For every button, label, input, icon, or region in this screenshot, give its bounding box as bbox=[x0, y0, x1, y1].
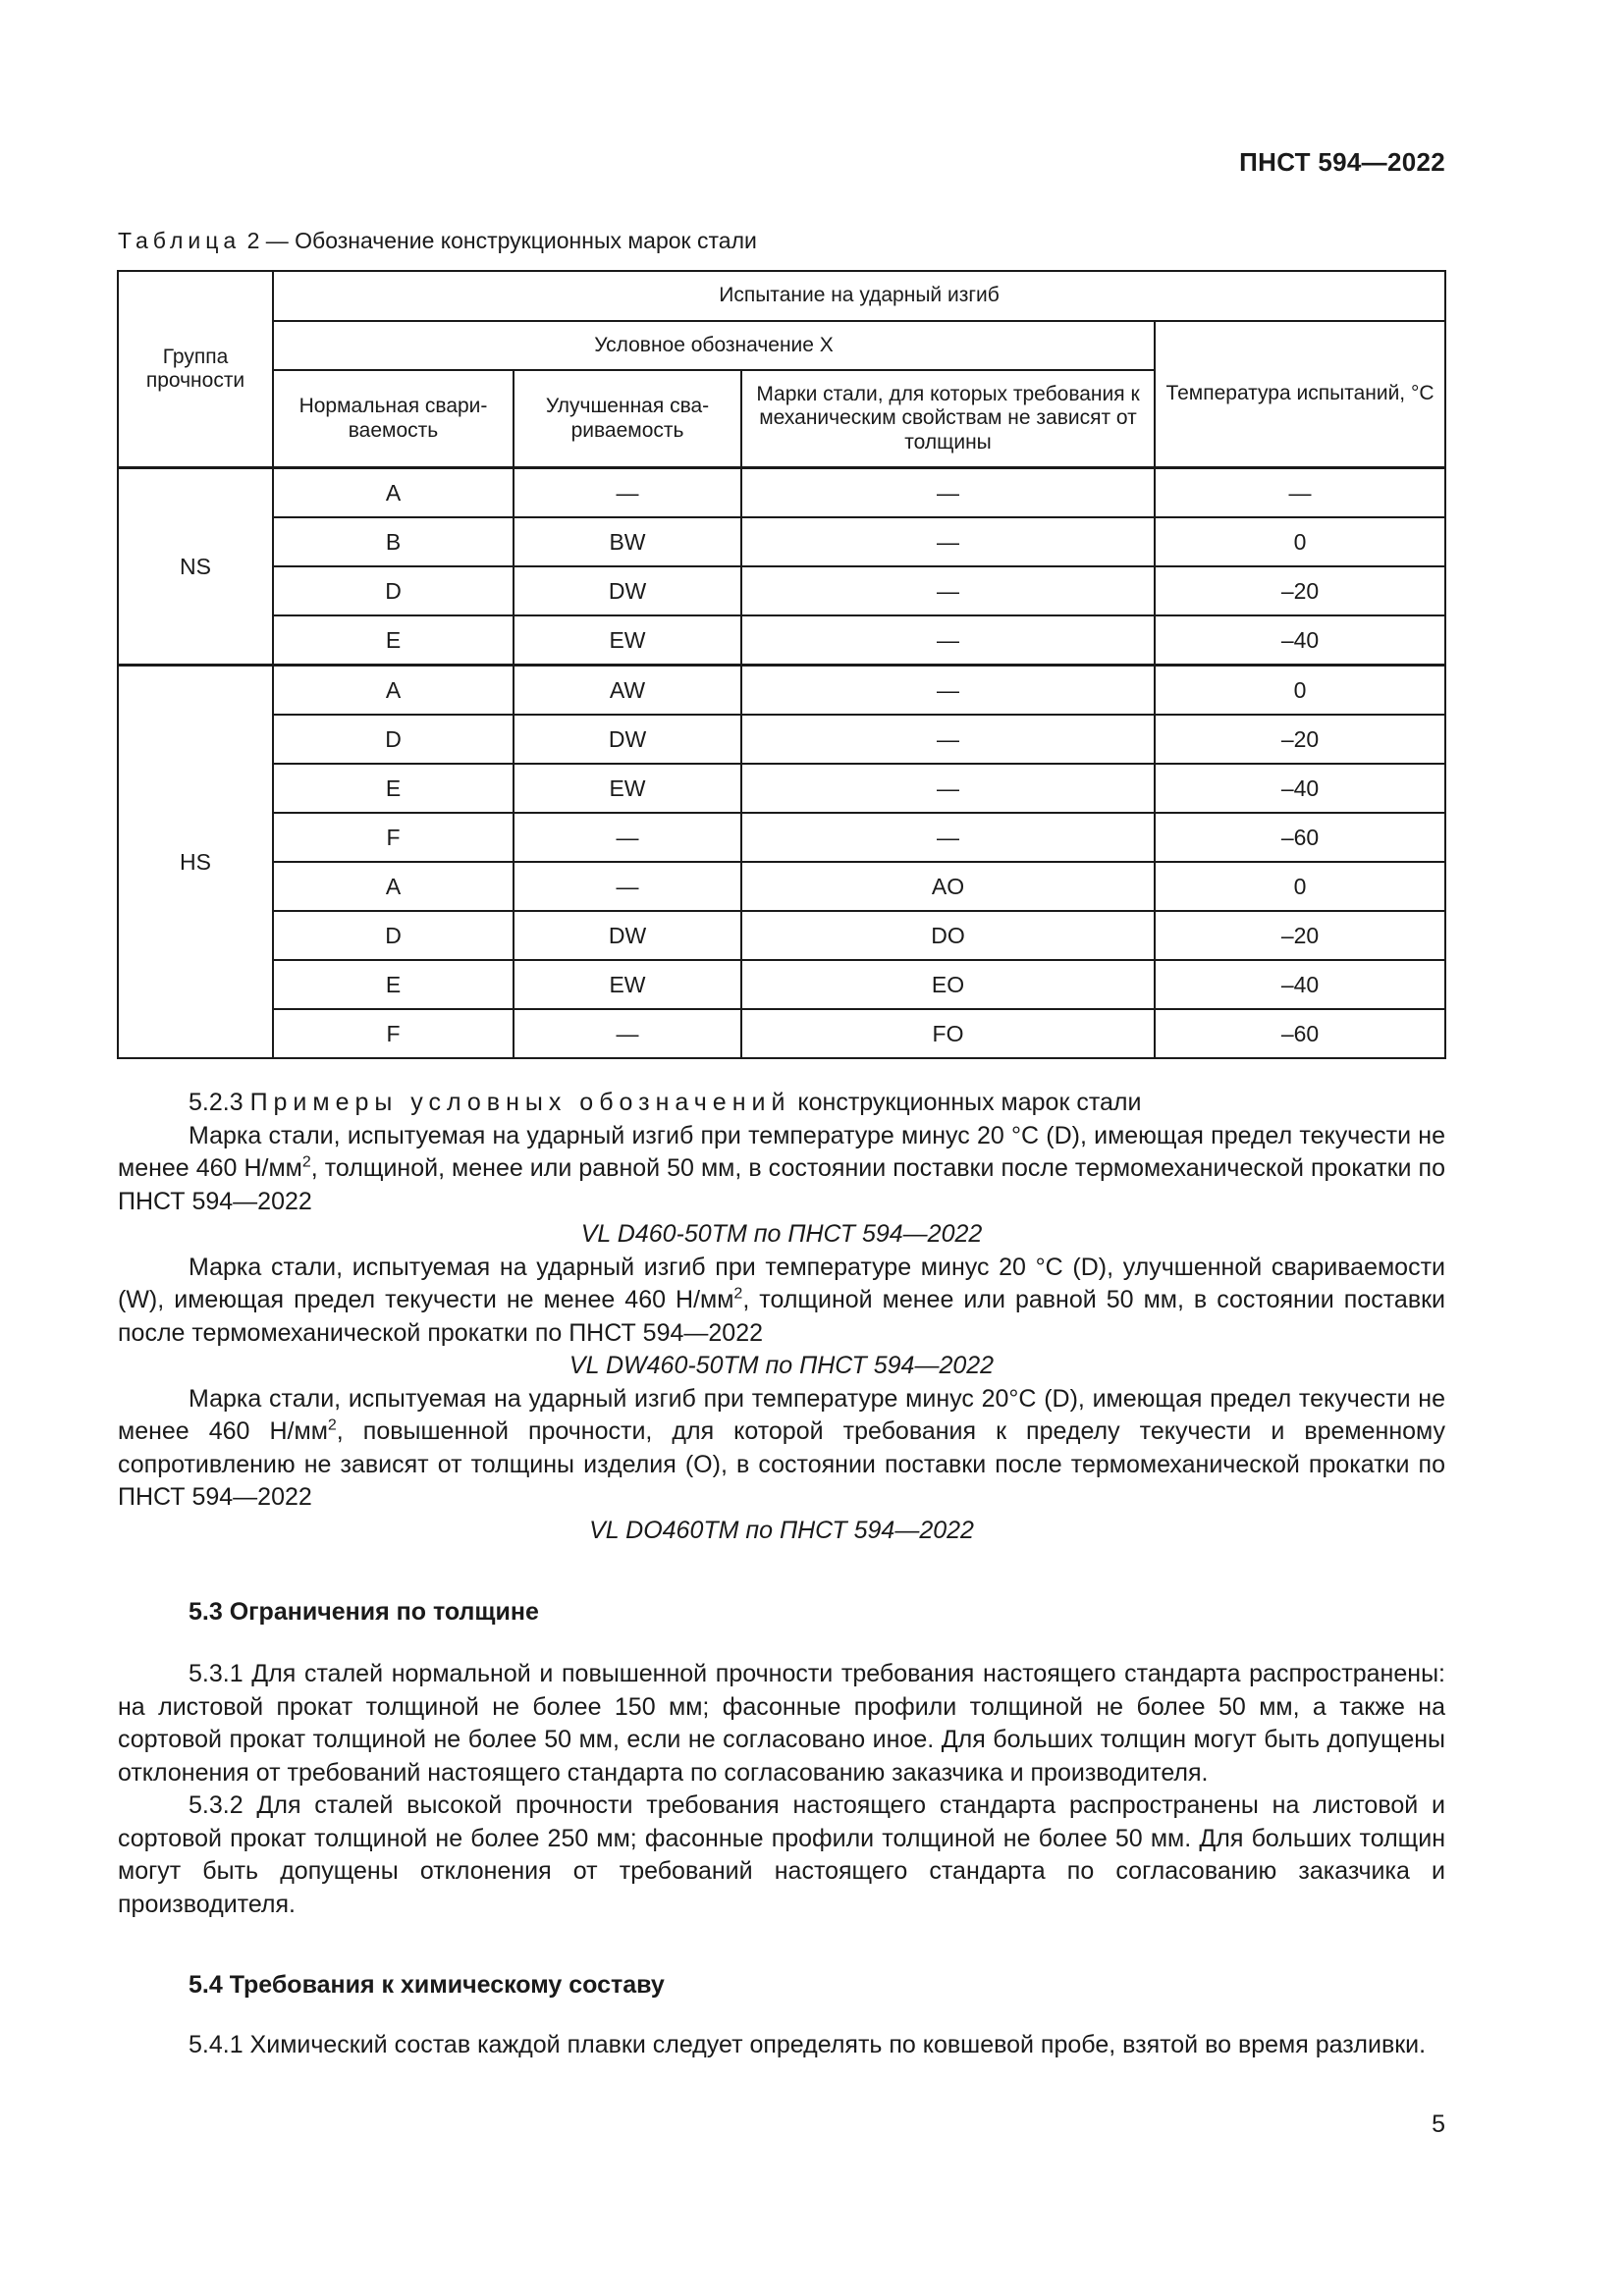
table-row bbox=[118, 468, 1445, 518]
table-cell: –20 bbox=[1155, 566, 1445, 615]
example-3-part-b: , повышенной прочности, для которой требования к пределу текучести и временному сопротивлению не зависят от толщины изделия (O), в состоянии поставки после термомеханической прокатки по ПНСТ 594—2022 bbox=[118, 1417, 1446, 1511]
table-cell: — bbox=[741, 468, 1155, 518]
table-cell: BW bbox=[514, 517, 741, 566]
document-code: ПНСТ 594—2022 bbox=[1239, 147, 1445, 177]
table-caption-text: 2 — Обозначение конструкционных марок стали bbox=[246, 228, 757, 253]
example-2-text bbox=[118, 1252, 1445, 1351]
paragraph-5-2-3-heading bbox=[118, 1087, 1445, 1120]
group-cell: HS bbox=[118, 666, 273, 1059]
table-cell: –40 bbox=[1155, 764, 1445, 813]
table-cell: –40 bbox=[1155, 960, 1445, 1009]
example-2-part-a: Марка стали, испытуемая на ударный изгиб при температуре минус 20 °С (D), улучшенной свариваемости (W), имеющая предел текучести не менее 460 Н/мм bbox=[118, 1253, 1445, 1313]
heading-5-3: 5.3 Ограничения по толщине bbox=[189, 1598, 539, 1626]
table-cell: 0 bbox=[1155, 666, 1445, 716]
table-cell: EW bbox=[514, 960, 741, 1009]
heading-5-4: 5.4 Требования к химическому составу bbox=[189, 1971, 665, 1999]
table-cell: EO bbox=[741, 960, 1155, 1009]
table-cell: AW bbox=[514, 666, 741, 716]
example-3-part-a: Марка стали, испытуемая на ударный изгиб при температуре минус 20°С (D), имеющая предел текучести не менее 460 Н/мм bbox=[118, 1384, 1445, 1445]
section-5-2-3 bbox=[118, 1087, 1445, 1547]
example-1-code: VL D460-50TM по ПНСТ 594—2022 bbox=[580, 1220, 983, 1248]
table-caption-prefix: Таблица bbox=[118, 228, 242, 253]
table-cell: — bbox=[514, 813, 741, 862]
table-row bbox=[118, 615, 1445, 666]
header-thickness-independent: Марки стали, для которых требования к механическим свойствам не зависят от толщины bbox=[741, 370, 1155, 468]
header-normal-weld: Нормальная свариваемость bbox=[273, 370, 514, 468]
spaced-title: Примеры условных обозначений bbox=[249, 1089, 791, 1116]
table-cell: –60 bbox=[1155, 1009, 1445, 1058]
table-row bbox=[118, 862, 1445, 911]
table-cell: AO bbox=[741, 862, 1155, 911]
example-2-part-b: , толщиной менее или равной 50 мм, в состоянии поставки после термомеханической прокатки по ПНСТ 594—2022 bbox=[118, 1286, 1446, 1347]
table-cell: D bbox=[273, 566, 514, 615]
table-cell: — bbox=[741, 813, 1155, 862]
section-number: 5.2.3 bbox=[189, 1089, 244, 1116]
table-cell: D bbox=[273, 911, 514, 960]
example-1-part-a: Марка стали, испытуемая на ударный изгиб при температуре минус 20 °С (D), имеющая предел текучести не менее 460 Н/мм bbox=[118, 1121, 1445, 1182]
table-cell: 0 bbox=[1155, 517, 1445, 566]
table-cell: –20 bbox=[1155, 911, 1445, 960]
table-cell: A bbox=[273, 468, 514, 518]
page-number: 5 bbox=[1432, 2110, 1445, 2138]
example-3-code: VL DO460TM по ПНСТ 594—2022 bbox=[589, 1516, 974, 1544]
example-1-superscript: 2 bbox=[301, 1153, 311, 1171]
table-cell: — bbox=[741, 764, 1155, 813]
table-cell: DO bbox=[741, 911, 1155, 960]
table-cell: — bbox=[741, 566, 1155, 615]
table-cell: –60 bbox=[1155, 813, 1445, 862]
paragraph-5-4-1: 5.4.1 Химический состав каждой плавки следует определять по ковшевой пробе, взятой во время разливки. bbox=[189, 2031, 1427, 2058]
table-row bbox=[118, 911, 1445, 960]
table-cell: B bbox=[273, 517, 514, 566]
table-cell: — bbox=[741, 666, 1155, 716]
header-designation: Условное обозначение X bbox=[273, 321, 1155, 370]
table-cell: –20 bbox=[1155, 715, 1445, 764]
section-5-3 bbox=[118, 1596, 1445, 1629]
table-cell: DW bbox=[514, 911, 741, 960]
table-cell: — bbox=[741, 715, 1155, 764]
table-cell: — bbox=[514, 468, 741, 518]
example-1-part-b: , толщиной, менее или равной 50 мм, в состоянии поставки после термомеханической прокатки по ПНСТ 594—2022 bbox=[118, 1154, 1445, 1215]
section-5-4-body bbox=[118, 2029, 1445, 2062]
group-cell: NS bbox=[118, 468, 273, 666]
header-group: Группа прочности bbox=[118, 271, 273, 468]
table-cell: E bbox=[273, 615, 514, 666]
example-2-code: VL DW460-50TM по ПНСТ 594—2022 bbox=[568, 1352, 995, 1379]
table-cell: — bbox=[741, 517, 1155, 566]
section-5-3-body bbox=[118, 1658, 1445, 1921]
table-cell: — bbox=[514, 1009, 741, 1058]
table-row bbox=[118, 764, 1445, 813]
table-cell: — bbox=[1155, 468, 1445, 518]
table-cell: A bbox=[273, 862, 514, 911]
table-cell: –40 bbox=[1155, 615, 1445, 666]
table-cell: A bbox=[273, 666, 514, 716]
table-row bbox=[118, 566, 1445, 615]
example-3-text bbox=[118, 1383, 1445, 1515]
header-temperature: Температура испытаний, °С bbox=[1155, 321, 1445, 468]
table-cell: F bbox=[273, 813, 514, 862]
table-cell: DW bbox=[514, 715, 741, 764]
steel-grades-table bbox=[117, 270, 1446, 1059]
paragraph-5-3-2: 5.3.2 Для сталей высокой прочности требования настоящего стандарта распространены на листовой и сортовой прокат толщиной не более 250 мм; фасонные профили толщиной не более 50 мм. Для больших толщин могут быть допущены отклонения от требований настоящего стандарта по согласованию заказчика и производителя. bbox=[118, 1791, 1445, 1918]
table-cell: E bbox=[273, 960, 514, 1009]
table-caption bbox=[118, 228, 757, 254]
table-cell: DW bbox=[514, 566, 741, 615]
paragraph-5-3-1: 5.3.1 Для сталей нормальной и повышенной прочности требования настоящего стандарта распространены: на листовой прокат толщиной не более 150 мм; фасонные профили толщиной не более 50 мм, а также на сортовой прокат толщиной не более 50 мм, если не согласовано иное. Для больших толщин могут быть допущены отклонения от требований настоящего стандарта по согласованию заказчика и производителя. bbox=[118, 1660, 1445, 1787]
table-cell: — bbox=[514, 862, 741, 911]
table-cell: E bbox=[273, 764, 514, 813]
table-cell: D bbox=[273, 715, 514, 764]
table-cell: EW bbox=[514, 615, 741, 666]
table-cell: 0 bbox=[1155, 862, 1445, 911]
example-2-superscript: 2 bbox=[733, 1285, 743, 1303]
header-improved-weld: Улучшенная свариваемость bbox=[514, 370, 741, 468]
table-row bbox=[118, 715, 1445, 764]
table-row bbox=[118, 960, 1445, 1009]
example-1-text bbox=[118, 1120, 1445, 1219]
table-cell: — bbox=[741, 615, 1155, 666]
table-row bbox=[118, 517, 1445, 566]
table-cell: EW bbox=[514, 764, 741, 813]
section-5-4 bbox=[118, 1969, 1445, 2002]
table-cell: F bbox=[273, 1009, 514, 1058]
table-row bbox=[118, 1009, 1445, 1058]
table-cell: FO bbox=[741, 1009, 1155, 1058]
table-row bbox=[118, 666, 1445, 716]
header-impact-test: Испытание на ударный изгиб bbox=[273, 271, 1445, 321]
table-row bbox=[118, 813, 1445, 862]
title-rest: конструкционных марок стали bbox=[797, 1089, 1142, 1116]
example-3-superscript: 2 bbox=[327, 1416, 337, 1434]
